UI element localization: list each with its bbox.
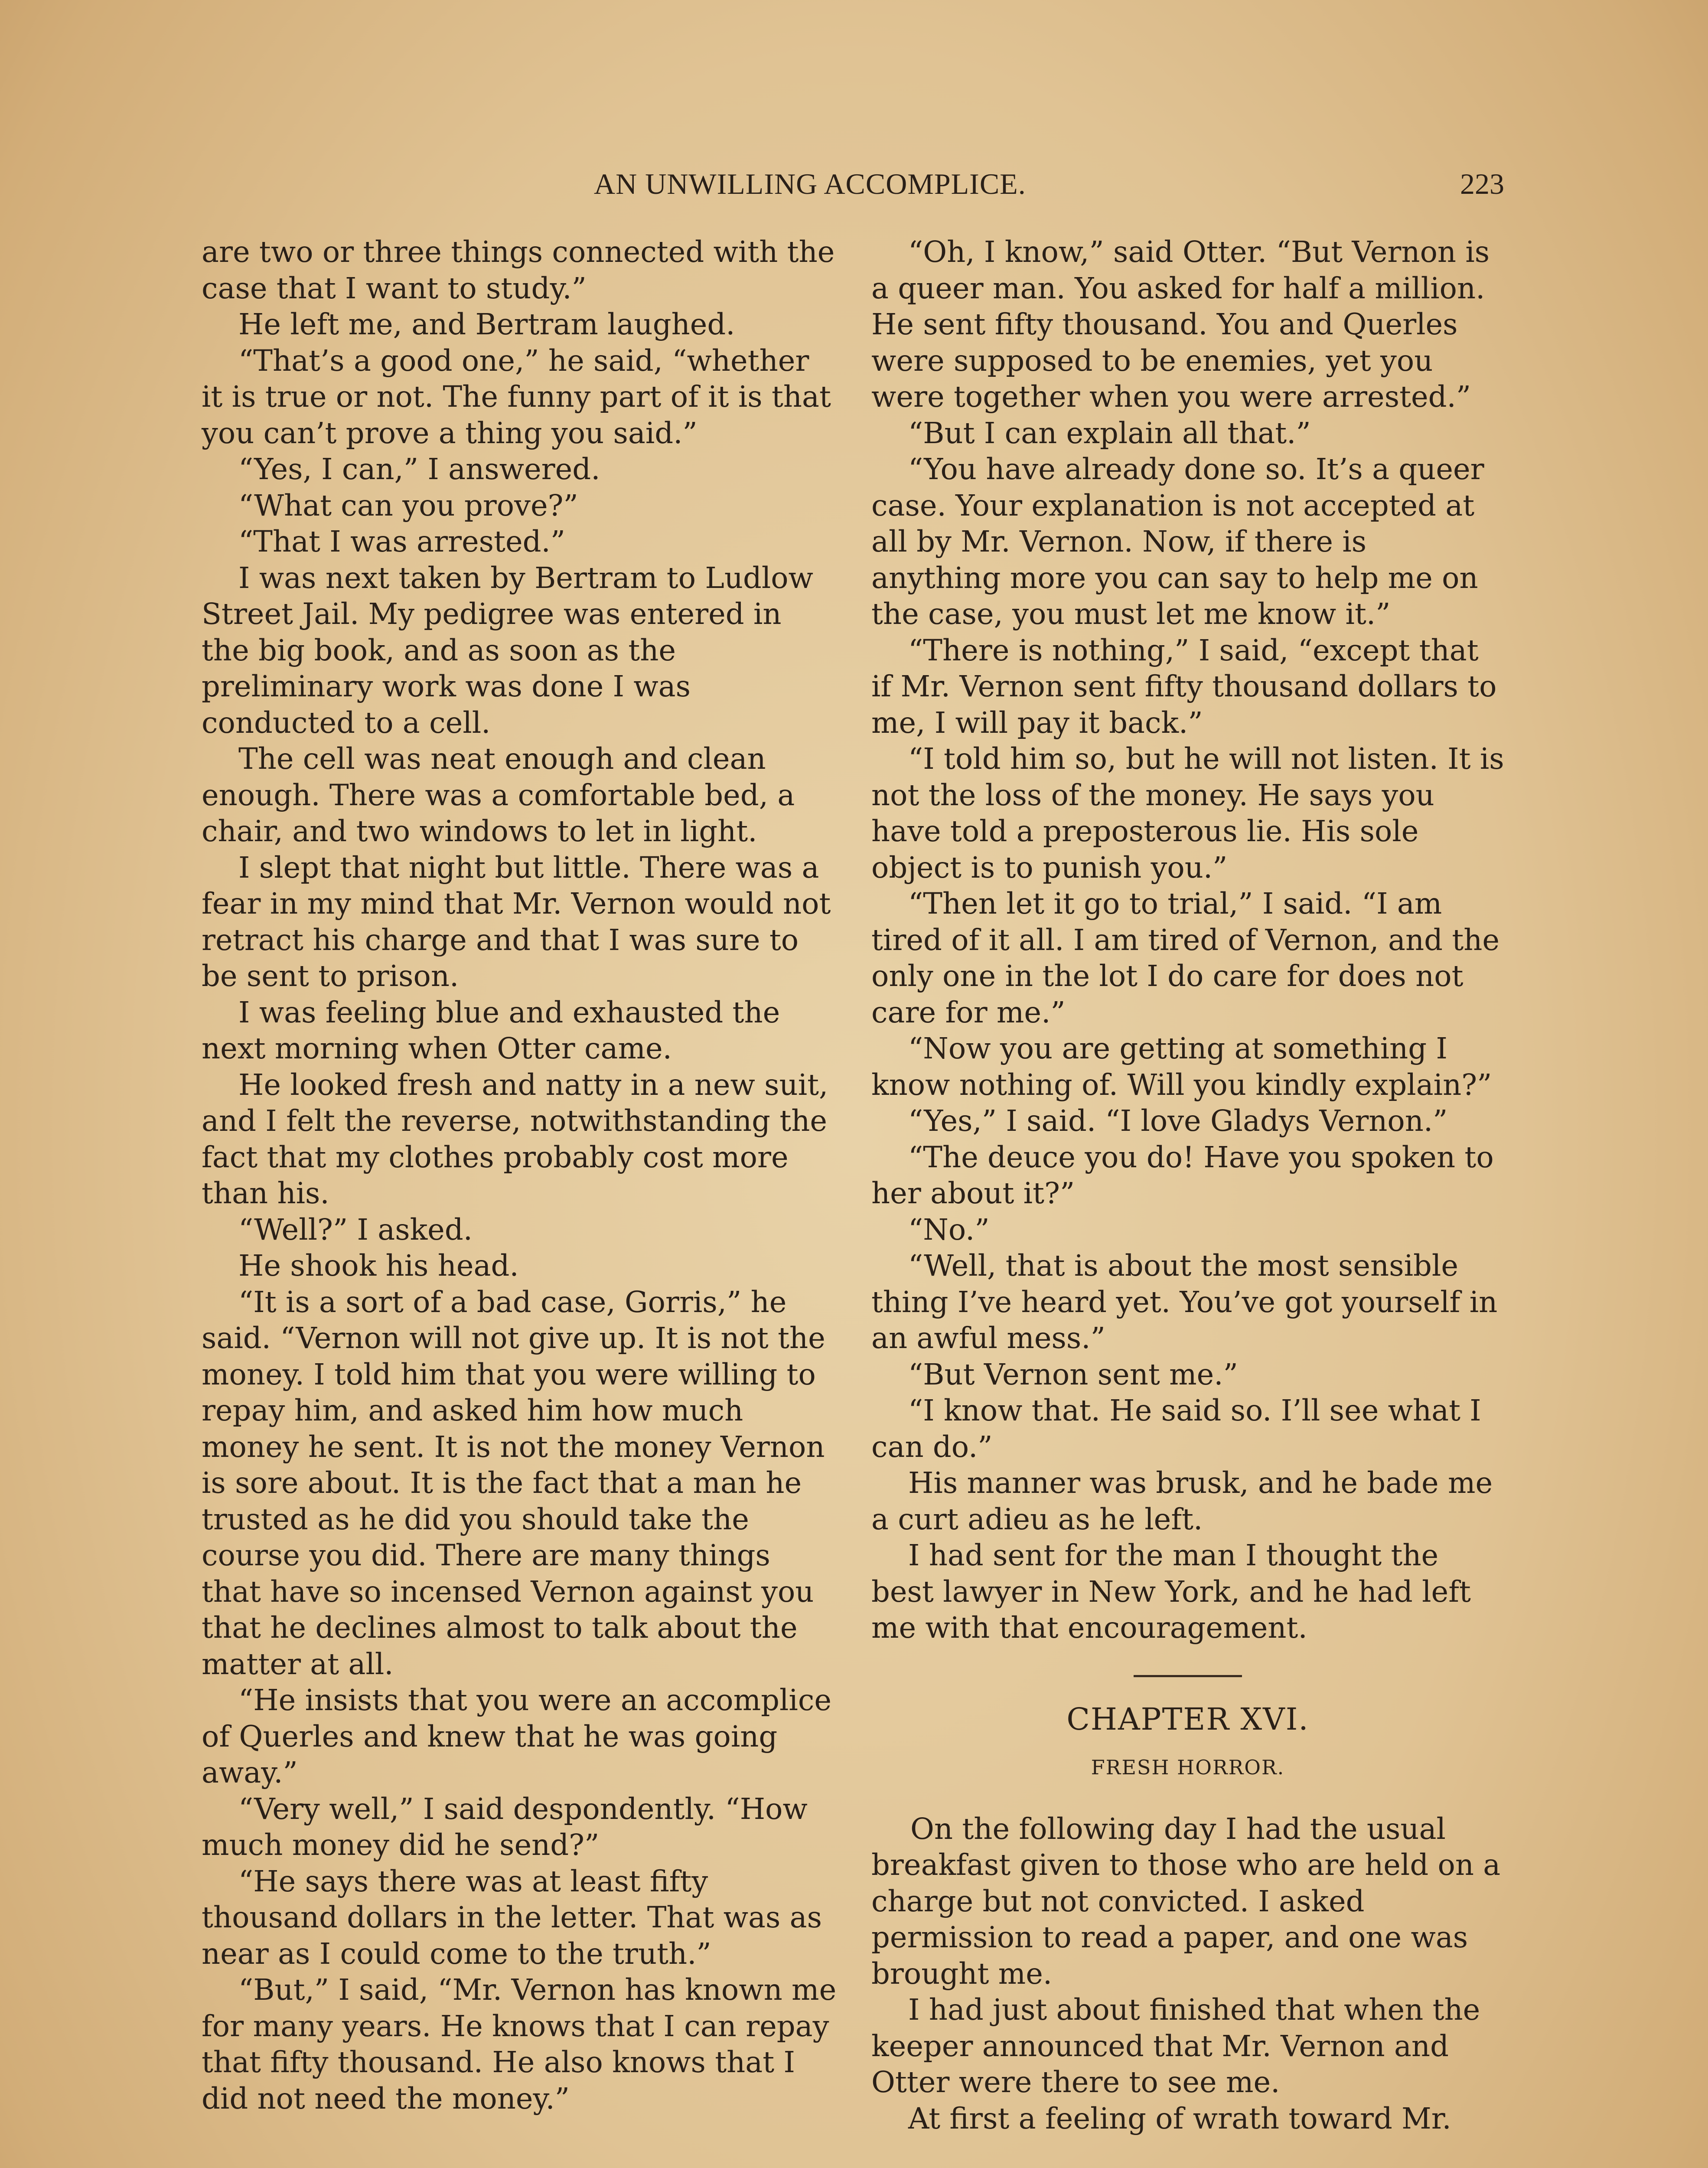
paragraph: “Yes,” I said. “I love Gladys Vernon.” [908, 1104, 1448, 1138]
paragraph: “But,” I said, “Mr. Vernon has known me for many years. He knows that I can repay that fifty thousand. He also knows that I did not need the money.” [202, 1973, 837, 2116]
paragraph: He shook his head. [238, 1249, 519, 1283]
paragraph: “Then let it go to trial,” I said. “I am tired of it all. I am tired of Vernon, and the only one in the lot I do care for does not care for me.” [871, 887, 1500, 1029]
paragraph: “What can you prove?” [238, 488, 578, 522]
paragraph: He looked fresh and natty in a new suit, and I felt the reverse, notwithstanding the fact that my clothes probably cost more than his. [202, 1068, 828, 1210]
paragraph: He left me, and Bertram laughed. [238, 307, 735, 341]
paragraph: “But I can explain all that.” [908, 416, 1311, 450]
paragraph: On the following day I had the usual breakfast given to those who are held on a charge but not convicted. I asked permission to read a paper, and one was brought me. [871, 1812, 1501, 1991]
left-column [202, 234, 837, 2117]
paragraph: His manner was brusk, and he bade me a curt adieu as he left. [871, 1466, 1493, 1536]
paragraph: “I told him so, but he will not listen. It is not the loss of the money. He says you have told a preposterous lie. His sole object is to punish you.” [871, 742, 1504, 885]
chapter-title: CHAPTER XVI. [1066, 1701, 1309, 1737]
paragraph: “Very well,” I said despondently. “How much money did he send?” [202, 1792, 808, 1862]
paragraph: “That I was arrested.” [238, 525, 566, 558]
paragraph: I was feeling blue and exhausted the next morning when Otter came. [202, 995, 780, 1065]
paragraph: “Well?” I asked. [238, 1212, 473, 1247]
paragraph: “He insists that you were an accomplice of Querles and knew that he was going away.” [202, 1683, 832, 1789]
paragraph: “It is a sort of a bad case, Gorris,” he said. “Vernon will not give up. It is not the money. I told him that you were willing to repay him, and asked him how much money he sent. It is not the money Vernon is sore about. It is the fact that a man he trusted as he did you should take the course you did. There are many things that have so incensed Vernon against you that he declines almost to talk about the matter at all. [202, 1285, 825, 1681]
paragraph: are two or three things connected with the case that I want to study.” [202, 235, 835, 305]
paragraph: The cell was neat enough and clean enough. There was a comfortable bed, a chair, and two windows to let in light. [202, 742, 795, 848]
paragraph: “No.” [908, 1212, 990, 1247]
paragraph: “But Vernon sent me.” [908, 1357, 1238, 1391]
paragraph: “Yes, I can,” I answered. [238, 452, 600, 486]
running-header: AN UNWILLING ACCOMPLICE. [594, 167, 1026, 200]
paragraph: I slept that night but little. There was a fear in my mind that Mr. Vernon would not retract his charge and that I was sure to be sent to prison. [202, 850, 831, 993]
paragraph: “That’s a good one,” he said, “whether it is true or not. The funny part of it is that you can’t prove a thing you said.” [202, 343, 831, 450]
paragraph: “He says there was at least fifty thousand dollars in the letter. That was as near as I could come to the truth.” [202, 1864, 822, 1971]
paragraph: “Oh, I know,” said Otter. “But Vernon is a queer man. You asked for half a million. He sent fifty thousand. You and Querles were supposed to be enemies, yet you were together when you were arrested.” [871, 235, 1490, 414]
paragraph: I was next taken by Bertram to Ludlow Street Jail. My pedigree was entered in the big book, and as soon as the preliminary work was done I was conducted to a cell. [202, 561, 813, 740]
paragraph: “There is nothing,” I said, “except that if Mr. Vernon sent fifty thousand dollars to me, I will pay it back.” [871, 633, 1497, 740]
paragraph: At first a feeling of wrath toward Mr. [908, 2101, 1451, 2135]
chapter-divider [1134, 1675, 1242, 1677]
paragraph: “You have already done so. It’s a queer case. Your explanation is not accepted at all by Mr. Vernon. Now, if there is anything more you can say to help me on the case, you must let me know it.” [871, 452, 1484, 631]
paragraph: I had just about finished that when the keeper announced that Mr. Vernon and Otter were there to see me. [871, 1993, 1480, 2099]
page-number: 223 [1460, 167, 1504, 200]
paragraph: “Now you are getting at something I know nothing of. Will you kindly explain?” [871, 1032, 1492, 1102]
paragraph: “Well, that is about the most sensible thing I’ve heard yet. You’ve got yourself in an awful mess.” [871, 1249, 1498, 1355]
right-column [871, 234, 1504, 2137]
paragraph: “The deuce you do! Have you spoken to her about it?” [871, 1140, 1494, 1210]
chapter-subtitle: FRESH HORROR. [1091, 1756, 1285, 1779]
paragraph: “I know that. He said so. I’ll see what I can do.” [871, 1394, 1481, 1464]
paragraph: I had sent for the man I thought the best lawyer in New York, and he had left me with that encouragement. [871, 1538, 1471, 1645]
